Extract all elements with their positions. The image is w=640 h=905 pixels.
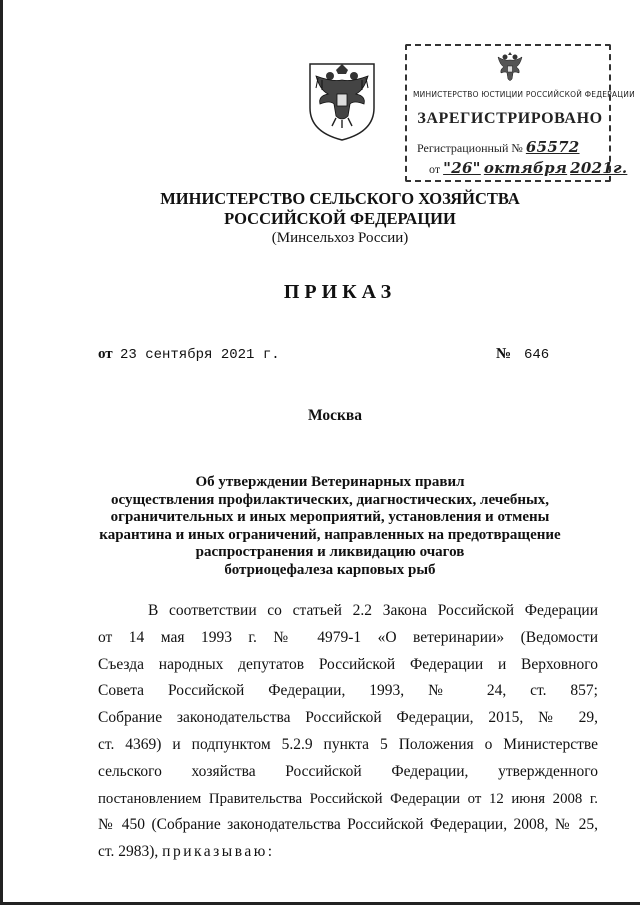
coat-of-arms-emblem [306, 60, 378, 142]
body-line: Собрание законодательства Российской Федерации, 2015, № 29, [98, 709, 598, 727]
body-paragraph [98, 598, 598, 866]
registration-stamp [405, 44, 635, 182]
body-line: Совета Российской Федерации, 1993, № 24, ст. 857; [98, 682, 598, 700]
order-title: ПРИКАЗ [283, 281, 397, 303]
body-line: ст. 4369) и подпунктом 5.2.9 пункта 5 Положения о Министерстве [98, 735, 598, 753]
title-line: распространения и ликвидацию очагов [195, 544, 465, 561]
body-line: Съезда народных депутатов Российской Федерации и Верховного [98, 655, 598, 673]
title-line: Об утверждении Ветеринарных правил [195, 474, 465, 490]
body-line: сельского хозяйства Российской Федерации, утвержденного [98, 762, 598, 780]
title-line: осуществления профилактических, диагностических, лечебных, [111, 491, 549, 508]
ministry-abbreviation: (Минсельхоз России) [271, 230, 409, 246]
stamp-date-month: октября [483, 159, 568, 177]
stamp-date-year: 2021г. [570, 159, 628, 177]
body-line: от 14 мая 1993 г. № 4979-1 «О ветеринарии» (Ведомости [98, 628, 598, 646]
stamp-registration-line [417, 138, 580, 156]
body-order-word: приказываю: [162, 843, 275, 861]
ministry-name-line2: РОССИЙСКОЙ ФЕДЕРАЦИИ [224, 209, 456, 228]
title-line: карантина и иных ограничений, направленных на предотвращение [99, 526, 561, 543]
stamp-status: ЗАРЕГИСТРИРОВАНО [417, 110, 603, 127]
stamp-emblem-icon [495, 51, 525, 87]
body-line-last [98, 839, 598, 866]
body-line: постановлением Правительства Российской Федерации от 12 июня 2008 г. [98, 790, 598, 807]
stamp-reg-number: 65572 [525, 138, 580, 156]
body-last-prefix: ст. 2983), [98, 843, 159, 861]
scan-edge-left [0, 0, 3, 905]
body-line: № 450 (Собрание законодательства Российской Федерации, 2008, № 25, [98, 816, 598, 834]
body-line: В соответствии со статьей 2.2 Закона Российской Федерации [148, 602, 598, 619]
stamp-reg-label: Регистрационный № [417, 141, 523, 155]
title-line: ботриоцефалеза карповых рыб [224, 561, 436, 578]
title-line: ограничительных и иных мероприятий, установления и отмены [110, 509, 550, 526]
order-date-value: 23 сентября 2021 г. [120, 347, 280, 363]
order-date-label: от [98, 346, 113, 362]
order-number-value: 646 [524, 347, 550, 363]
document-title [90, 474, 570, 580]
stamp-ministry-name: МИНИСТЕРСТВО ЮСТИЦИИ РОССИЙСКОЙ ФЕДЕРАЦИИ [413, 90, 635, 99]
order-city: Москва [307, 407, 363, 424]
stamp-date-day: "26" [443, 159, 481, 177]
ministry-name-line1: МИНИСТЕРСТВО СЕЛЬСКОГО ХОЗЯЙСТВА [160, 189, 520, 208]
stamp-date-prefix: от [429, 162, 441, 176]
order-number-label: № [496, 346, 512, 362]
stamp-date-line [429, 159, 627, 177]
